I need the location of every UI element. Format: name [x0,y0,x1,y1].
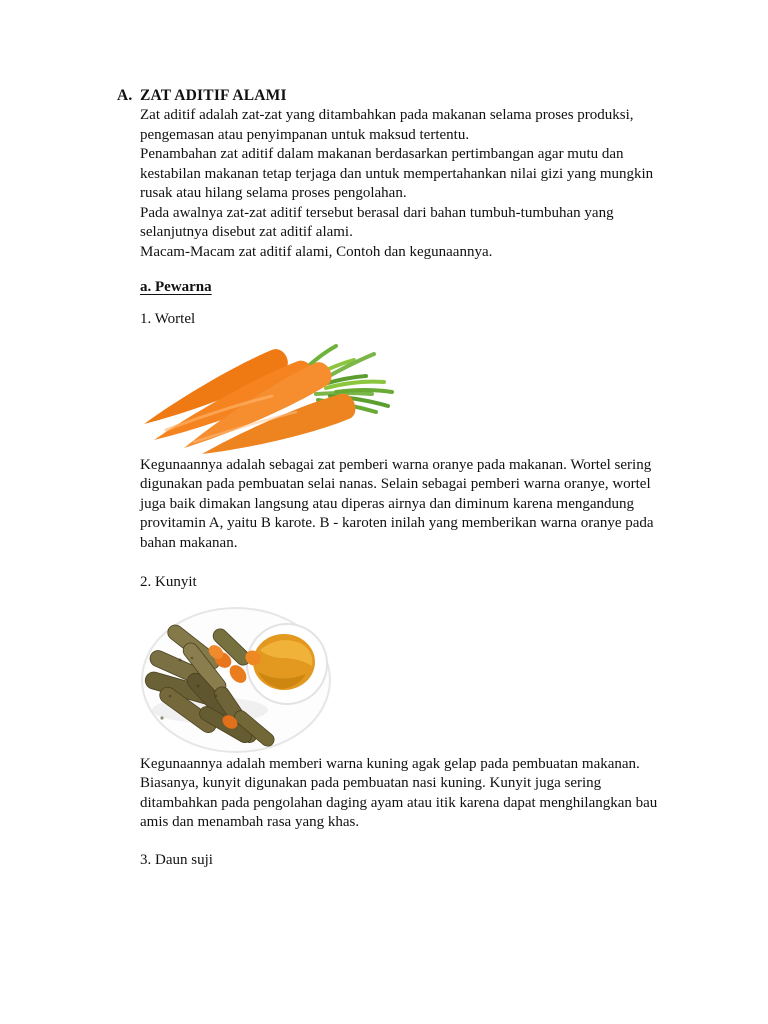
intro-paragraph-2: Penambahan zat aditif dalam makanan berdasarkan pertimbangan agar mutu dan kestabilan makanan tetap terjaga dan untuk mempertahankan nilai gizi yang mungkin rusak atau hilang selama proses pengolahan. [140,146,654,201]
item-label-wortel: 1. Wortel [140,311,196,327]
item-label-daun-suji: 3. Daun suji [140,851,213,868]
subsection-heading-pewarna: a. Pewarna [140,279,212,295]
wortel-description: Kegunaannya adalah sebagai zat pemberi warna oranye pada makanan. Wortel sering digunakan pada pembuatan selai nanas. Selain sebagai pemberi warna oranye, wortel juga baik dimakan langsung atau diperas airnya dan diminum karena mengandung provitamin A, yaitu B karote. B - karoten inilah yang memberikan warna oranye pada bahan makanan. [140,456,654,551]
turmeric-photo [140,600,664,755]
section-title: ZAT ADITIF ALAMI [140,87,287,104]
carrot-bodies [140,345,359,456]
item-label-kunyit: 2. Kunyit [140,574,197,590]
intro-paragraph-4: Macam-Macam zat aditif alami, Contoh dan kegunaannya. [140,243,493,260]
intro-paragraph-3: Pada awalnya zat-zat aditif tersebut berasal dari bahan tumbuh-tumbuhan yang selanjutnya disebut zat aditif alami. [140,204,614,240]
section-marker: A. [117,87,133,104]
intro-paragraph-1: Zat aditif adalah zat-zat yang ditambahkan pada makanan selama proses produksi, pengemasan atau penyimpanan untuk maksud tertentu. [140,107,634,143]
section-heading [117,86,664,106]
carrots-photo [140,336,664,456]
kunyit-description: Kegunaannya adalah memberi warna kuning agak gelap pada pembuatan makanan. Biasanya, kunyit digunakan pada pembuatan nasi kuning. Kunyit juga sering ditambahkan pada pengolahan daging ayam atau itik karena dapat menghilangkan bau amis dan menambah rasa yang khas. [140,755,658,830]
